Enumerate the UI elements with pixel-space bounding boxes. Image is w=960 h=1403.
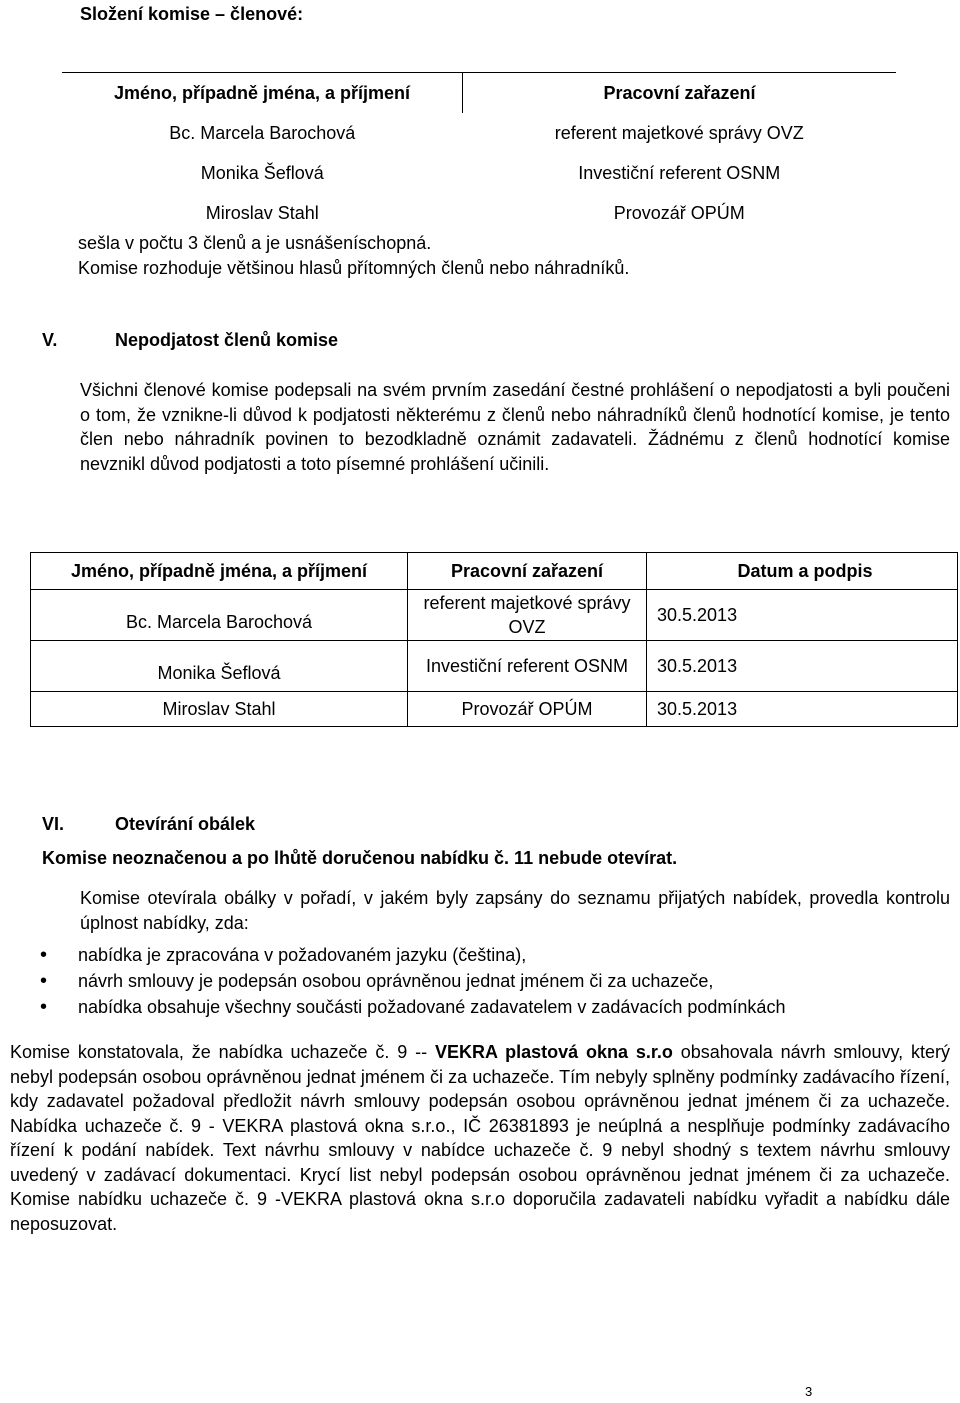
member-name: Miroslav Stahl [205, 202, 319, 223]
signature-name [31, 641, 408, 692]
signature-date: 30.5.2013 [647, 692, 958, 727]
conclusion-paragraph [10, 1040, 950, 1236]
header-name: Jméno, případně jména, a příjmení [31, 553, 408, 590]
section-6-title: Otevírání obálek [115, 814, 256, 834]
signature-role: Investiční referent OSNM [408, 641, 647, 692]
quorum-line: sešla v počtu 3 členů a je usnášeníschopná. [78, 233, 432, 253]
table-row [62, 193, 896, 233]
header-role: Pracovní zařazení [408, 553, 647, 590]
opening-intro: Komise otevírala obálky v pořadí, v jakém byly zapsány do seznamu přijatých nabídek, provedla kontrolu úplnost nabídky, zda: [80, 888, 950, 933]
member-name: Bc. Marcela Barochová [169, 122, 356, 143]
signature-name-text: Bc. Marcela Barochová [125, 611, 313, 632]
signature-date: 30.5.2013 [647, 641, 958, 692]
conclusion-text-start: Komise konstatovala, že nabídka uchazeče č. 9 -- [10, 1042, 435, 1062]
impartiality-paragraph: Všichni členové komise podepsali na svém prvním zasedání čestné prohlášení o nepodjatosti a byli poučeni o tom, že vznikne-li důvod k podjatosti některému z členů nebo náhradníků členů hodnotící komise, je tento člen nebo náhradník povinen to bezodkladně oznámit zadavateli. Žádnému z členů hodnotící komise nevznikl důvod podjatosti a toto písemné prohlášení učinili. [80, 380, 950, 474]
table-row [62, 153, 896, 193]
conclusion-text-rest: obsahovala návrh smlouvy, který nebyl podepsán osobou oprávněnou jednat jménem či za uchazeče. Tím nebyly splněny podmínky zadávacího řízení, kdy zadavatel požadoval předložit návrh smlouvy podepsán osobou oprávněnou jednat jménem či za uchazeče. Nabídka uchazeče č. 9 - VEKRA plastová okna s.r.o., IČ 26381893 je neúplná a nesplňuje podmínky zadávacího řízení k podání nabídek. Text návrhu smlouvy v nabídce uchazeče č. 9 nebyl shodný s textem návrhu smlouvy uvedený v zadávací dokumentaci. Krycí list nebyl podepsán osobou oprávněnou jednat jménem či za uchazeče. Komise nabídku uchazeče č. 9 -VEKRA plastová okna s.r.o doporučila zadavateli nabídku vyřadit a nabídku dále neposuzovat. [10, 1042, 951, 1234]
signature-name-text: Monika Šeflová [157, 662, 281, 683]
header-role: Pracovní zařazení [463, 73, 897, 114]
unopened-bid-note: Komise neoznačenou a po lhůtě doručenou nabídku č. 11 nebude otevírat. [42, 848, 678, 868]
member-role: Provozář OPÚM [613, 202, 745, 223]
signature-name: Miroslav Stahl [31, 692, 408, 727]
signature-date: 30.5.2013 [647, 590, 958, 641]
list-item: • nabídka obsahuje všechny součásti požadované zadavatelem v zadávacích podmínkách [40, 994, 785, 1020]
signature-role: referent majetkové správy OVZ [408, 590, 647, 641]
decision-line: Komise rozhoduje většinou hlasů přítomných členů nebo náhradníků. [78, 258, 630, 278]
member-role: referent majetkové správy OVZ [554, 122, 804, 143]
member-name: Monika Šeflová [200, 162, 324, 183]
bidder-name: VEKRA plastová okna s.r.o [434, 1042, 673, 1062]
check-list [40, 942, 785, 1020]
member-role: Investiční referent OSNM [578, 162, 781, 183]
signature-table [30, 552, 958, 727]
table-row [31, 641, 958, 692]
section-6-number: VI. [42, 814, 65, 834]
header-name: Jméno, případně jména, a příjmení [62, 73, 463, 114]
signature-role: Provozář OPÚM [408, 692, 647, 727]
section-5-title: Nepodjatost členů komise [115, 330, 339, 350]
table-header-row [62, 73, 896, 114]
table-row [31, 590, 958, 641]
composition-heading: Složení komise – členové: [80, 4, 304, 24]
table-header-row [31, 553, 958, 590]
list-item: • návrh smlouvy je podepsán osobou oprávněnou jednat jménem či za uchazeče, [40, 968, 785, 994]
page-number: 3 [805, 1384, 813, 1399]
list-item: • nabídka je zpracována v požadovaném jazyku (čeština), [40, 942, 785, 968]
table-row [62, 113, 896, 153]
header-sign: Datum a podpis [647, 553, 958, 590]
committee-members-table [62, 72, 896, 233]
table-row [31, 692, 958, 727]
signature-name [31, 590, 408, 641]
section-5-number: V. [42, 330, 58, 350]
